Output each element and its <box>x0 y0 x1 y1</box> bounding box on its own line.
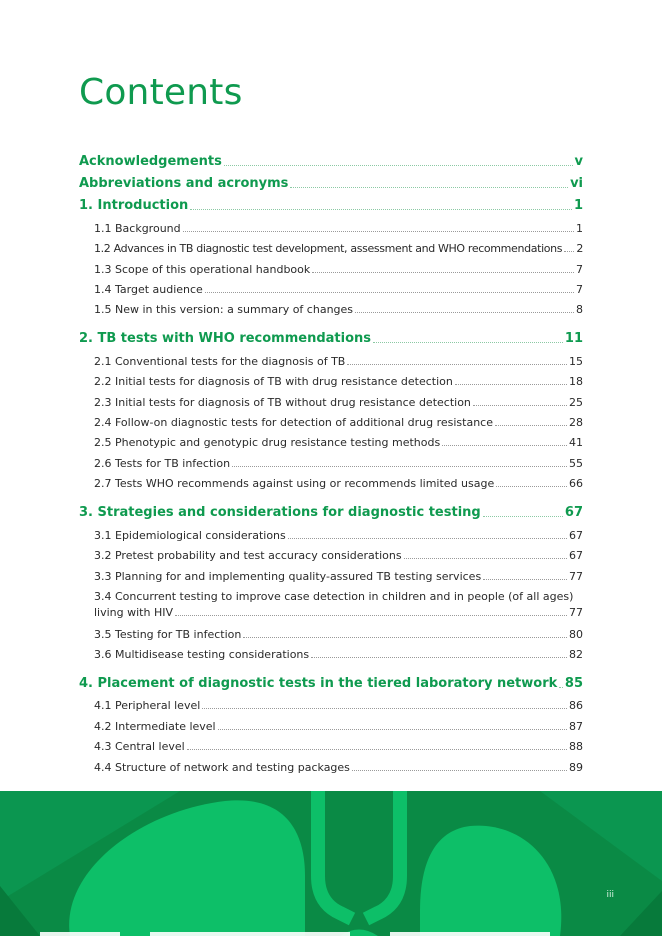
toc-entry-page: 88 <box>569 740 583 753</box>
toc-entry-label: 3.4 Concurrent testing to improve case detection in children and in people (of all ages) <box>94 590 574 603</box>
toc-entry-page: 8 <box>576 303 583 316</box>
toc-entry[interactable] <box>94 720 583 733</box>
dot-leader <box>495 425 567 426</box>
decorative-banner <box>0 791 662 936</box>
toc-entry[interactable] <box>94 355 583 368</box>
lungs-illustration <box>0 791 662 936</box>
toc-entry-label: 2.1 Conventional tests for the diagnosis of TB <box>94 355 346 368</box>
toc-entry[interactable] <box>94 570 583 583</box>
toc-entry[interactable] <box>94 263 583 276</box>
toc-entry-page: 7 <box>576 263 583 276</box>
page-title: Contents <box>79 72 243 113</box>
dot-leader <box>347 364 567 365</box>
dot-leader <box>224 165 573 166</box>
toc-entry-label-continued: living with HIV <box>94 606 174 619</box>
toc-entry-label: 1. Introduction <box>79 198 189 213</box>
toc-entry[interactable] <box>94 740 583 753</box>
dot-leader <box>404 558 567 559</box>
dot-leader <box>352 770 567 771</box>
toc-entry-page: 41 <box>569 436 583 449</box>
toc-entry-label: 4. Placement of diagnostic tests in the tiered laboratory network <box>79 676 558 691</box>
toc-entry-label: 2.7 Tests WHO recommends against using or recommends limited usage <box>94 477 495 490</box>
toc-entry[interactable] <box>94 375 583 388</box>
toc-entry[interactable] <box>79 198 583 213</box>
dot-leader <box>205 292 574 293</box>
toc-entry-label: 4.4 Structure of network and testing packages <box>94 761 350 774</box>
toc-entry-page: 77 <box>569 570 583 583</box>
toc-entry[interactable] <box>94 699 583 712</box>
toc-entry-page: 67 <box>564 505 583 520</box>
toc-entry-label: 3. Strategies and considerations for diagnostic testing <box>79 505 481 520</box>
toc-entry-page: 1 <box>573 198 583 213</box>
toc-entry-page: 25 <box>569 396 583 409</box>
toc-entry-label: 2.2 Initial tests for diagnosis of TB with drug resistance detection <box>94 375 453 388</box>
toc-entry[interactable] <box>94 477 583 490</box>
dot-leader <box>559 687 563 688</box>
toc-entry-page: 85 <box>564 676 583 691</box>
toc-entry-label: 1.5 New in this version: a summary of changes <box>94 303 354 316</box>
toc-entry-page: 86 <box>569 699 583 712</box>
dot-leader <box>232 466 567 467</box>
toc-entry[interactable] <box>94 303 583 316</box>
toc-entry-label: 4.1 Peripheral level <box>94 699 201 712</box>
toc-entry[interactable] <box>79 676 583 691</box>
dot-leader <box>187 749 567 750</box>
toc-entry-label: 1.3 Scope of this operational handbook <box>94 263 311 276</box>
toc-entry-label: 4.3 Central level <box>94 740 185 753</box>
toc-entry[interactable] <box>94 416 583 429</box>
toc-entry[interactable] <box>94 436 583 449</box>
toc-entry-page: 28 <box>569 416 583 429</box>
toc-entry-label: 1.2 Advances in TB diagnostic test development, assessment and WHO recommendations <box>94 242 563 255</box>
toc-entry[interactable] <box>94 457 583 470</box>
toc-entry[interactable] <box>79 176 583 191</box>
toc-entry-label: Acknowledgements <box>79 154 222 169</box>
toc-entry[interactable] <box>79 154 583 169</box>
dot-leader <box>473 405 567 406</box>
toc-entry-label: Abbreviations and acronyms <box>79 176 289 191</box>
toc-entry-label: 3.2 Pretest probability and test accuracy considerations <box>94 549 402 562</box>
toc-entry-page: 1 <box>576 222 583 235</box>
dot-leader <box>373 342 563 343</box>
dot-leader <box>183 231 574 232</box>
toc-entry-label: 3.3 Planning for and implementing quality-assured TB testing services <box>94 570 482 583</box>
dot-leader <box>312 272 574 273</box>
toc-entry-page: 15 <box>569 355 583 368</box>
toc-entry-page: 18 <box>569 375 583 388</box>
dot-leader <box>243 637 567 638</box>
toc-entry-label: 2.4 Follow-on diagnostic tests for detection of additional drug resistance <box>94 416 493 429</box>
toc-entry-label: 4.2 Intermediate level <box>94 720 216 733</box>
toc-entry-page: 7 <box>576 283 583 296</box>
page-number: iii <box>606 890 614 900</box>
toc-entry-page: v <box>574 154 583 169</box>
dot-leader <box>202 708 567 709</box>
toc-entry-label: 2. TB tests with WHO recommendations <box>79 331 372 346</box>
dot-leader <box>442 445 567 446</box>
dot-leader <box>355 312 574 313</box>
toc-entry-page: 89 <box>569 761 583 774</box>
toc-entry[interactable] <box>94 222 583 235</box>
toc-entry-page: 80 <box>569 628 583 641</box>
toc-entry-page: 66 <box>569 477 583 490</box>
toc-entry[interactable] <box>94 761 583 774</box>
dot-leader <box>218 729 567 730</box>
dot-leader <box>483 579 567 580</box>
dot-leader <box>483 516 563 517</box>
toc-entry-page: 82 <box>569 648 583 661</box>
toc-entry-page: 55 <box>569 457 583 470</box>
toc-entry[interactable] <box>94 283 583 296</box>
dot-leader <box>455 384 567 385</box>
dot-leader <box>175 615 567 616</box>
toc-entry-page: 67 <box>569 529 583 542</box>
dot-leader <box>496 486 567 487</box>
toc-entry[interactable] <box>94 549 583 562</box>
toc-entry-page: 87 <box>569 720 583 733</box>
toc-entry-page: vi <box>570 176 583 191</box>
toc-entry[interactable] <box>94 529 583 542</box>
toc-entry-label: 3.5 Testing for TB infection <box>94 628 242 641</box>
dot-leader <box>564 251 574 252</box>
toc-entry[interactable] <box>94 242 583 255</box>
toc-entry[interactable] <box>94 396 583 409</box>
toc-entry-label: 1.1 Background <box>94 222 181 235</box>
toc-entry-page: 77 <box>569 606 583 619</box>
toc-entry[interactable] <box>79 505 583 520</box>
toc-entry-label: 1.4 Target audience <box>94 283 203 296</box>
dot-leader <box>311 657 567 658</box>
toc-entry[interactable] <box>79 331 583 346</box>
dot-leader <box>288 538 567 539</box>
dot-leader <box>190 209 572 210</box>
toc-entry-page: 11 <box>564 331 583 346</box>
toc-entry-label: 3.6 Multidisease testing considerations <box>94 648 310 661</box>
toc-entry-label: 2.5 Phenotypic and genotypic drug resistance testing methods <box>94 436 441 449</box>
toc-entry[interactable] <box>94 590 583 619</box>
toc-entry[interactable] <box>94 648 583 661</box>
toc-entry-label: 2.6 Tests for TB infection <box>94 457 231 470</box>
toc-entry[interactable] <box>94 628 583 641</box>
dot-leader <box>290 187 568 188</box>
toc-entry-page: 2 <box>576 242 583 255</box>
toc-entry-label: 3.1 Epidemiological considerations <box>94 529 286 542</box>
toc-entry-label: 2.3 Initial tests for diagnosis of TB without drug resistance detection <box>94 396 471 409</box>
toc-entry-page: 67 <box>569 549 583 562</box>
